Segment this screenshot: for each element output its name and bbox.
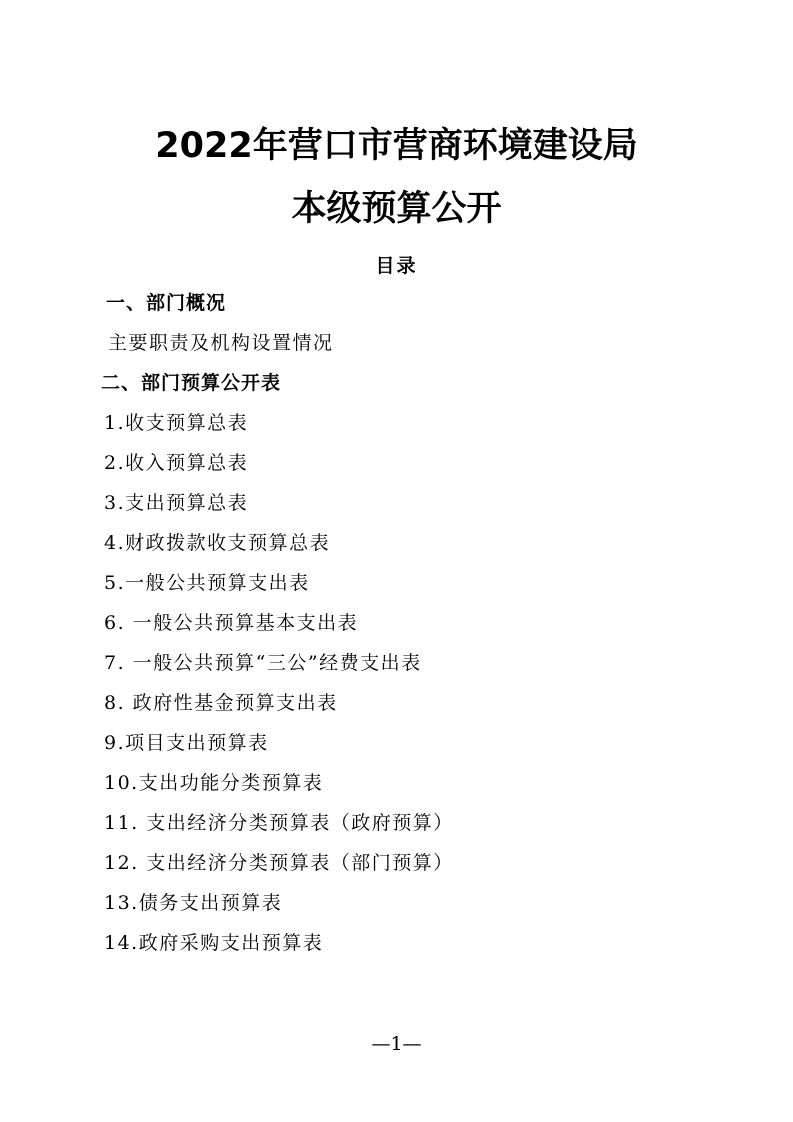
toc-entry: 3.支出预算总表: [104, 492, 249, 514]
toc-entry: 10.支出功能分类预算表: [104, 772, 324, 794]
toc-entry: 14.政府采购支出预算表: [104, 932, 324, 954]
document-title-line2: 本级预算公开: [291, 189, 502, 229]
section-heading-budget-tables: 二、部门预算公开表: [101, 372, 282, 394]
page-number: —1—: [371, 1033, 422, 1055]
toc-entry: 5.一般公共预算支出表: [104, 572, 310, 594]
budget-table-list: [104, 409, 454, 969]
toc-entry: 主要职责及机构设置情况: [108, 332, 334, 354]
section-heading-department-overview: 一、部门概况: [106, 292, 227, 314]
toc-entry: 4.财政拨款收支预算总表: [104, 532, 331, 554]
toc-entry: 6. 一般公共预算基本支出表: [104, 612, 359, 634]
toc-heading: 目录: [375, 255, 418, 277]
toc-entry: 13.债务支出预算表: [104, 892, 283, 914]
toc-entry: 12. 支出经济分类预算表（部门预算）: [104, 852, 454, 874]
toc-entry: 8. 政府性基金预算支出表: [104, 692, 338, 714]
document-title-line1: 2022年营口市营商环境建设局: [155, 126, 638, 166]
toc-entry: 1.收支预算总表: [104, 412, 249, 434]
toc-entry: 11. 支出经济分类预算表（政府预算）: [104, 812, 454, 834]
toc-entry: 2.收入预算总表: [104, 452, 249, 474]
toc-entry: 9.项目支出预算表: [104, 732, 269, 754]
toc-entry: 7. 一般公共预算“三公”经费支出表: [104, 652, 422, 674]
